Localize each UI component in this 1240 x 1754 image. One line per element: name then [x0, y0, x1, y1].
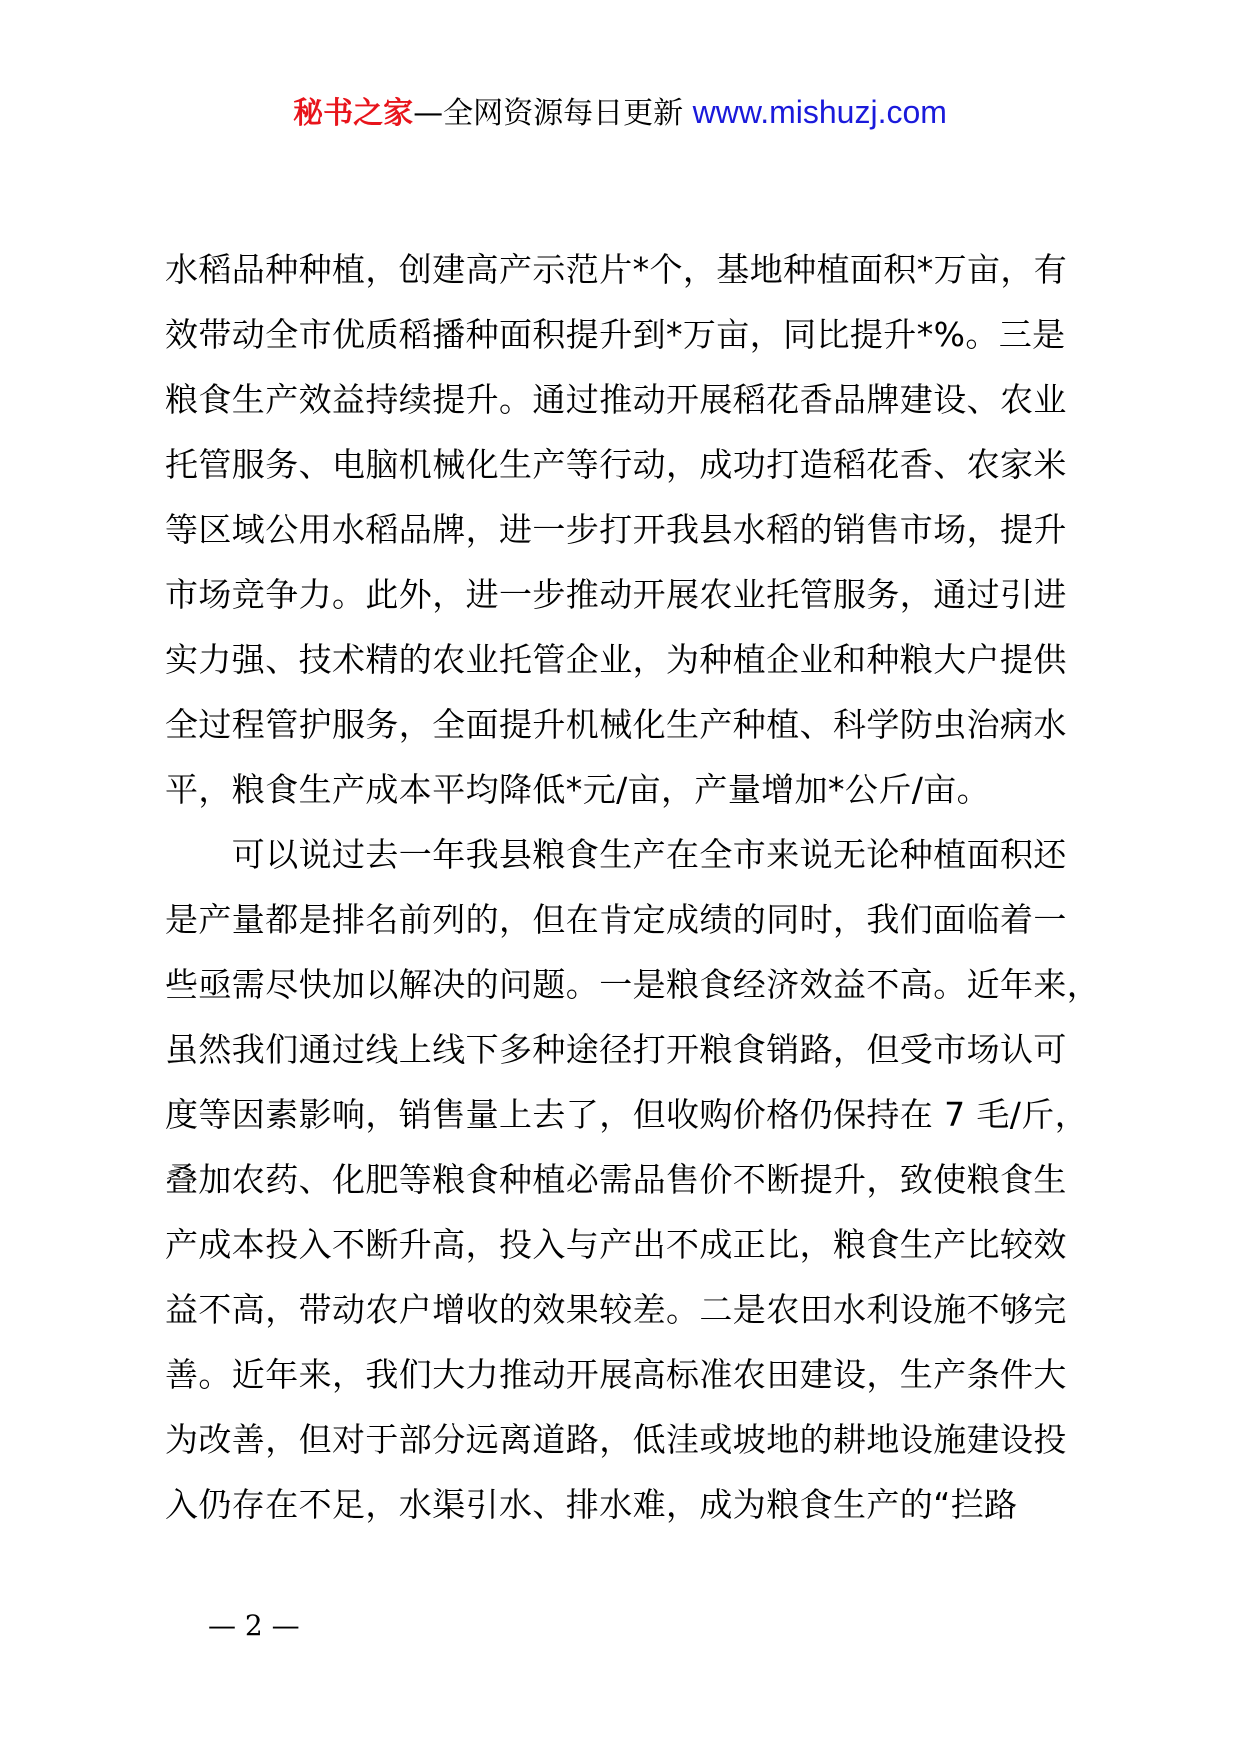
- text-line: 善。近年来，我们大力推动开展高标准农田建设，生产条件大: [165, 1355, 1067, 1394]
- text-line: 些亟需尽快加以解决的问题。一是粮食经济效益不高。近年来，: [165, 965, 1101, 1004]
- brand-name: 秘书之家: [293, 96, 414, 131]
- text-line: 平，粮食生产成本平均降低*元/亩，产量增加*公斤/亩。: [165, 770, 991, 809]
- text-line: 产成本投入不断升高，投入与产出不成正比，粮食生产比较效: [165, 1225, 1067, 1264]
- text-line: 托管服务、电脑机械化生产等行动，成功打造稻花香、农家米: [165, 445, 1067, 484]
- text-line: 入仍存在不足，水渠引水、排水难，成为粮食生产的“拦路: [165, 1485, 1018, 1524]
- text-line: 度等因素影响，销售量上去了，但收购价格仍保持在 7 毛/斤，: [165, 1095, 1089, 1134]
- page-number: — 2 —: [208, 1609, 300, 1642]
- text-line: 效带动全市优质稻播种面积提升到*万亩，同比提升*%。三是: [165, 315, 1066, 354]
- text-line: 等区域公用水稻品牌，进一步打开我县水稻的销售市场，提升: [165, 510, 1067, 549]
- document-body: [165, 237, 1101, 1537]
- text-line: 虽然我们通过线上线下多种途径打开粮食销路，但受市场认可: [165, 1030, 1067, 1069]
- text-line: 粮食生产效益持续提升。通过推动开展稻花香品牌建设、农业: [165, 380, 1067, 419]
- text-line: 叠加农药、化肥等粮食种植必需品售价不断提升，致使粮食生: [165, 1160, 1067, 1199]
- text-line: 实力强、技术精的农业托管企业，为种植企业和种粮大户提供: [165, 640, 1067, 679]
- text-line: 为改善，但对于部分远离道路，低洼或坡地的耕地设施建设投: [165, 1420, 1067, 1459]
- text-line: 全过程管护服务，全面提升机械化生产种植、科学防虫治病水: [165, 705, 1067, 744]
- site-url[interactable]: www.mishuzj.com: [692, 94, 947, 130]
- text-line: 可以说过去一年我县粮食生产在全市来说无论种植面积还: [165, 835, 1067, 874]
- text-line: 水稻品种种植，创建高产示范片*个，基地种植面积*万亩，有: [165, 250, 1068, 289]
- page-header: [0, 92, 1240, 134]
- text-line: 益不高，带动农户增收的效果较差。二是农田水利设施不够完: [165, 1290, 1067, 1329]
- text-line: 是产量都是排名前列的，但在肯定成绩的同时，我们面临着一: [165, 900, 1067, 939]
- text-line: 市场竞争力。此外，进一步推动开展农业托管服务，通过引进: [165, 575, 1067, 614]
- header-tagline: —全网资源每日更新: [413, 96, 693, 131]
